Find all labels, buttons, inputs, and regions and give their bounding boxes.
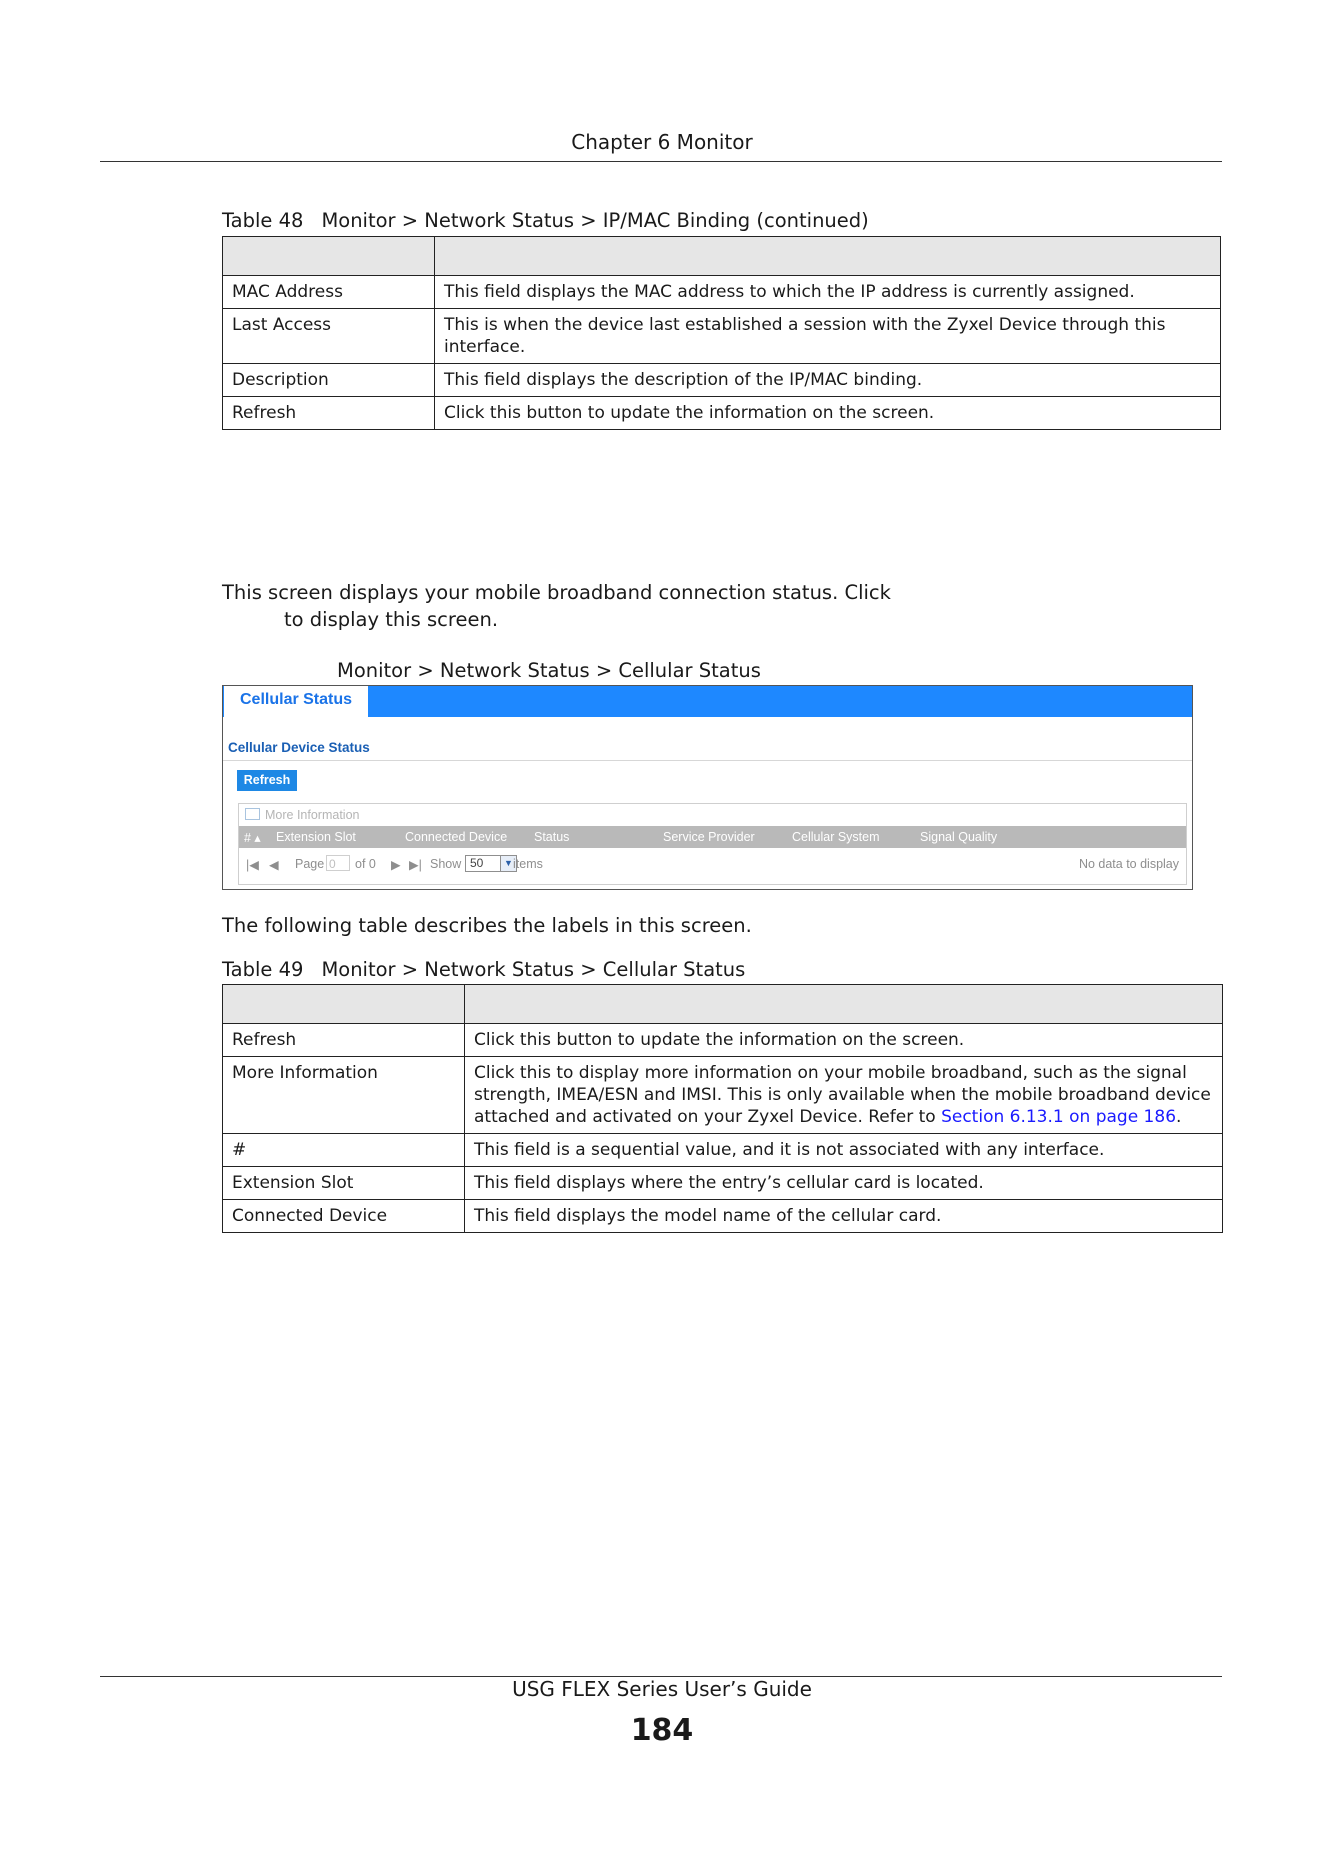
table-row [223,1134,1223,1167]
cellular-grid [238,803,1187,885]
intro-line-1: This screen displays your mobile broadband connection status. Click [222,581,891,604]
table-cell-label: Refresh [223,397,435,430]
first-page-icon[interactable]: |◀ [246,858,259,872]
table49-header-row [223,985,1223,1024]
cellular-status-screenshot [222,685,1193,890]
table-cell-label: Connected Device [223,1200,465,1233]
table-cell-label: MAC Address [223,276,435,309]
table-row [223,1057,1223,1134]
table-row [223,1200,1223,1233]
section-link[interactable]: Section 6.13.1 on page 186 [941,1107,1177,1127]
table-cell-desc: This field displays the description of the IP/MAC binding. [435,364,1221,397]
table-cell-label: Description [223,364,435,397]
table-cell-desc [465,1057,1223,1134]
info-table-icon [245,808,260,820]
show-label: Show [430,857,462,871]
more-information-button[interactable] [245,808,359,822]
no-data-text: No data to display [1078,857,1179,871]
page-number-input[interactable]: 0 [326,855,350,871]
table49-header-cell [223,985,465,1024]
table-cell-desc-text: Click this to display more information on your mobile broadband, such as the signal strength, IMEA/ESN and IMSI. This is only available when the mobile broadband device attached and activated on your Zyxel Device. Refer to [474,1063,1211,1127]
page-of-label: of 0 [355,857,376,871]
table-cell-desc: Click this button to update the information on the screen. [435,397,1221,430]
column-header-signal-quality[interactable]: Signal Quality [920,830,998,844]
table-cell-desc-end: . [1176,1107,1182,1127]
pager-bar [239,852,1186,878]
table-cell-desc: This field is a sequential value, and it is not associated with any interface. [465,1134,1223,1167]
chapter-header: Chapter 6 Monitor [571,130,753,154]
page-label: Page [295,857,325,871]
table-cell-label: Extension Slot [223,1167,465,1200]
grid-header-row [239,826,1186,848]
screen-topbar [223,686,1192,717]
table48-caption-title: Monitor > Network Status > IP/MAC Binding (continued) [321,209,869,232]
table-row [223,276,1221,309]
refresh-button[interactable]: Refresh [237,770,297,791]
table49-caption [222,958,745,981]
table-row [223,364,1221,397]
column-header-status[interactable]: Status [534,830,570,844]
page-size-value: 50 [470,856,484,870]
page-number: 184 [630,1713,694,1748]
table-cell-label: Refresh [223,1024,465,1057]
table49-caption-number: Table 49 [222,958,304,981]
table49-caption-title: Monitor > Network Status > Cellular Status [321,958,746,981]
prev-page-icon[interactable]: ◀ [269,858,279,872]
column-header-connected-device[interactable]: Connected Device [405,830,508,844]
table-row [223,309,1221,364]
column-header-service-provider[interactable]: Service Provider [663,830,755,844]
table-row [223,1024,1223,1057]
table-cell-label: More Information [223,1057,465,1134]
section-divider [223,760,1192,761]
table-cell-desc: Click this button to update the information on the screen. [465,1024,1223,1057]
column-header-extension-slot[interactable]: Extension Slot [276,830,356,844]
footer-guide-title: USG FLEX Series User’s Guide [512,1677,812,1701]
more-information-label: More Information [265,808,360,822]
table48-header-cell [223,237,435,276]
tab-label: Cellular Status [240,691,353,708]
following-text: The following table describes the labels in this screen. [222,914,752,937]
figure-caption: Monitor > Network Status > Cellular Status [337,659,761,682]
table48-caption-number: Table 48 [222,209,304,232]
page-size-select[interactable] [465,855,517,872]
table49 [222,984,1223,1233]
table-row [223,1167,1223,1200]
table49-header-cell [465,985,1223,1024]
table-cell-label: Last Access [223,309,435,364]
table48-caption [222,209,869,232]
table48-header-cell [435,237,1221,276]
next-page-icon[interactable]: ▶ [391,858,401,872]
table48 [222,236,1221,430]
table-cell-desc: This field displays where the entry’s cellular card is located. [465,1167,1223,1200]
table-cell-desc: This field displays the MAC address to which the IP address is currently assigned. [435,276,1221,309]
tab-cellular-status[interactable] [224,686,368,719]
chevron-down-icon: ▼ [500,856,516,871]
column-header-cellular-system[interactable]: Cellular System [792,830,880,844]
table-cell-label: # [223,1134,465,1167]
table-row [223,397,1221,430]
intro-line-2: to display this screen. [284,608,499,631]
items-label: items [513,857,543,871]
table-cell-desc: This is when the device last established a session with the Zyxel Device through this interface. [435,309,1221,364]
header-rule [100,161,1222,162]
table48-header-row [223,237,1221,276]
column-header-number[interactable]: # ▴ [244,831,261,845]
last-page-icon[interactable]: ▶| [409,858,422,872]
section-title: Cellular Device Status [228,740,370,755]
table-cell-desc: This field displays the model name of the cellular card. [465,1200,1223,1233]
